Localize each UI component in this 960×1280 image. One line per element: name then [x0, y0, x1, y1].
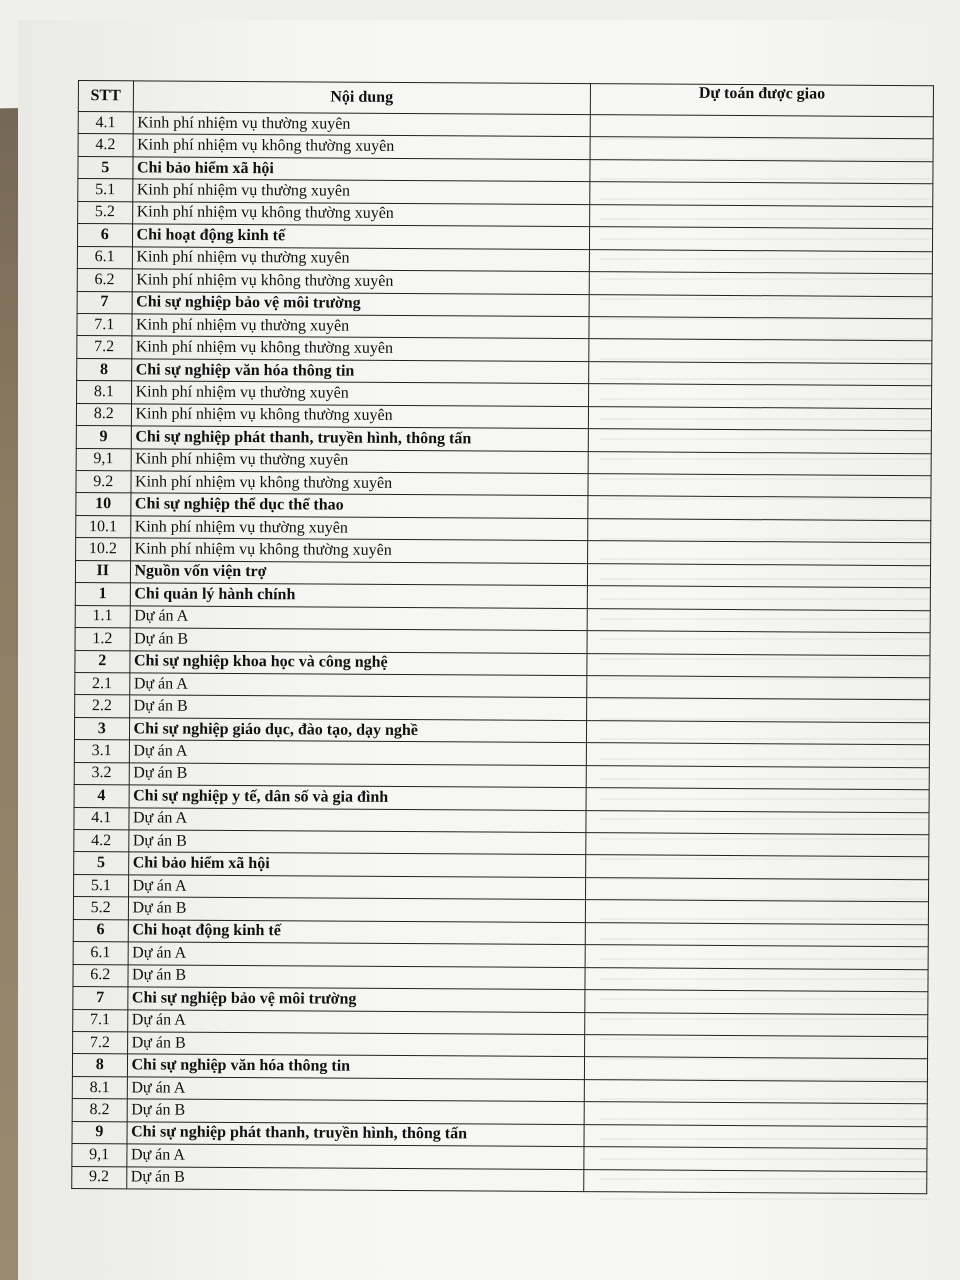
row-stt: 4.2	[74, 829, 129, 852]
row-budget-cell	[586, 877, 929, 902]
row-stt: 5	[74, 852, 129, 875]
row-budget-cell	[587, 631, 930, 656]
row-stt: 8	[72, 1054, 127, 1077]
row-budget-cell	[587, 698, 930, 723]
row-stt: 4	[74, 785, 129, 808]
row-content: Kinh phí nhiệm vụ không thường xuyên	[131, 471, 589, 496]
row-stt: 6.1	[73, 942, 128, 965]
row-content: Chi hoạt động kinh tế	[128, 920, 586, 945]
row-stt: 9.2	[72, 1166, 127, 1189]
row-budget-cell	[586, 855, 929, 880]
row-content: Chi quản lý hành chính	[130, 583, 588, 608]
row-stt: 3.2	[74, 762, 129, 785]
row-content: Chi sự nghiệp giáo dục, đào tạo, dạy nghề	[129, 718, 587, 743]
row-stt: 6	[73, 919, 128, 942]
row-stt: 5.2	[78, 201, 133, 224]
row-content: Dự án A	[130, 605, 588, 630]
row-budget-cell	[587, 653, 930, 678]
row-content: Dự án B	[129, 763, 587, 788]
row-budget-cell	[584, 1124, 927, 1149]
row-content: Kinh phí nhiệm vụ thường xuyên	[132, 246, 590, 271]
row-stt: 3	[74, 717, 129, 740]
row-content: Dự án B	[129, 695, 587, 720]
row-content: Kinh phí nhiệm vụ thường xuyên	[130, 516, 588, 541]
row-budget-cell	[588, 563, 931, 588]
row-stt: 1.1	[75, 605, 130, 628]
row-budget-cell	[585, 1012, 928, 1037]
row-stt: 8	[77, 358, 132, 381]
row-content: Kinh phí nhiệm vụ thường xuyên	[133, 112, 591, 137]
row-budget-cell	[585, 922, 928, 947]
row-stt: 3.1	[74, 740, 129, 763]
row-content: Kinh phí nhiệm vụ không thường xuyên	[130, 538, 588, 563]
row-stt: 2.2	[75, 695, 130, 718]
row-stt: 9	[72, 1121, 127, 1144]
header-stt: STT	[78, 81, 133, 112]
row-content: Chi sự nghiệp phát thanh, truyền hình, thông tấn	[131, 426, 589, 451]
row-content: Dự án A	[129, 740, 587, 765]
row-stt: 7.1	[77, 313, 132, 336]
table-row	[72, 1166, 927, 1194]
row-stt: 7	[73, 987, 128, 1010]
row-content: Chi sự nghiệp văn hóa thông tin	[127, 1054, 585, 1079]
row-content: Kinh phí nhiệm vụ không thường xuyên	[131, 404, 589, 429]
row-stt: 5.1	[78, 179, 133, 202]
table-header-row	[78, 81, 933, 117]
row-budget-cell	[586, 833, 929, 858]
row-content: Dự án B	[127, 1032, 585, 1057]
row-stt: 1.2	[75, 628, 130, 651]
row-content: Dự án B	[130, 628, 588, 653]
row-content: Chi hoạt động kinh tế	[132, 224, 590, 249]
row-budget-cell	[587, 586, 930, 611]
row-budget-cell	[585, 945, 928, 970]
row-content: Kinh phí nhiệm vụ không thường xuyên	[132, 269, 590, 294]
row-stt: 4.2	[78, 134, 133, 157]
row-budget-cell	[589, 272, 932, 297]
row-budget-cell	[589, 339, 932, 364]
row-stt: 10.1	[76, 515, 131, 538]
row-content: Dự án B	[126, 1166, 584, 1191]
row-budget-cell	[588, 518, 931, 543]
row-stt: 7.2	[73, 1031, 128, 1054]
row-content: Kinh phí nhiệm vụ thường xuyên	[131, 381, 589, 406]
row-budget-cell	[584, 1102, 927, 1127]
row-budget-cell	[590, 227, 933, 252]
row-content: Chi sự nghiệp bảo vệ môi trường	[132, 291, 590, 316]
row-budget-cell	[590, 249, 933, 274]
row-stt: 1	[75, 583, 130, 606]
row-budget-cell	[588, 541, 931, 566]
row-content: Chi sự nghiệp văn hóa thông tin	[131, 359, 589, 384]
row-content: Dự án B	[128, 897, 586, 922]
row-content: Dự án A	[127, 1009, 585, 1034]
row-budget-cell	[588, 451, 931, 476]
row-content: Chi sự nghiệp khoa học và công nghệ	[129, 650, 587, 675]
row-budget-cell	[587, 720, 930, 745]
row-content: Chi bảo hiểm xã hội	[128, 852, 586, 877]
margin-pen-marks	[24, 520, 54, 700]
row-budget-cell	[589, 406, 932, 431]
row-content: Dự án A	[128, 807, 586, 832]
row-stt: 2.1	[75, 672, 130, 695]
row-budget-cell	[584, 1169, 927, 1194]
row-content: Kinh phí nhiệm vụ thường xuyên	[132, 179, 590, 204]
row-stt: II	[75, 560, 130, 583]
row-budget-cell	[588, 474, 931, 499]
row-content: Nguồn vốn viện trợ	[130, 561, 588, 586]
row-stt: 5.1	[74, 874, 129, 897]
row-stt: 4.1	[78, 112, 133, 135]
row-content: Kinh phí nhiệm vụ không thường xuyên	[133, 134, 591, 159]
row-content: Dự án A	[128, 875, 586, 900]
row-stt: 9,1	[72, 1144, 127, 1167]
row-stt: 6.2	[77, 269, 132, 292]
row-content: Dự án B	[128, 830, 586, 855]
row-budget-cell	[585, 1057, 928, 1082]
row-stt: 6.2	[73, 964, 128, 987]
row-stt: 8.1	[72, 1076, 127, 1099]
row-stt: 5.2	[73, 897, 128, 920]
row-budget-cell	[586, 810, 929, 835]
row-budget-cell	[585, 990, 928, 1015]
row-content: Kinh phí nhiệm vụ không thường xuyên	[132, 202, 590, 227]
row-budget-cell	[586, 788, 929, 813]
row-content: Chi sự nghiệp y tế, dân số và gia đình	[129, 785, 587, 810]
row-budget-cell	[587, 608, 930, 633]
row-budget-cell	[584, 1147, 927, 1172]
budget-table	[71, 80, 934, 1194]
row-content: Dự án B	[127, 1099, 585, 1124]
row-content: Dự án A	[126, 1144, 584, 1169]
row-stt: 4.1	[74, 807, 129, 830]
row-stt: 2	[75, 650, 130, 673]
row-budget-cell	[584, 1079, 927, 1104]
table-body	[72, 112, 934, 1194]
row-budget-cell	[586, 765, 929, 790]
row-content: Dự án A	[127, 1077, 585, 1102]
row-stt: 10	[76, 493, 131, 516]
header-noi-dung: Nội dung	[133, 81, 591, 115]
row-budget-cell	[589, 361, 932, 386]
row-content: Chi bảo hiểm xã hội	[132, 157, 590, 182]
row-stt: 9,1	[76, 448, 131, 471]
row-budget-cell	[586, 743, 929, 768]
row-stt: 7.1	[73, 1009, 128, 1032]
row-budget-cell	[586, 900, 929, 925]
row-stt: 8.2	[72, 1099, 127, 1122]
row-budget-cell	[589, 317, 932, 342]
row-budget-cell	[588, 429, 931, 454]
row-budget-cell	[585, 1035, 928, 1060]
row-budget-cell	[588, 496, 931, 521]
row-content: Dự án A	[128, 942, 586, 967]
row-content: Dự án B	[127, 964, 585, 989]
row-budget-cell	[590, 182, 933, 207]
row-budget-cell	[590, 137, 933, 162]
row-budget-cell	[587, 676, 930, 701]
row-content: Dự án A	[129, 673, 587, 698]
row-content: Kinh phí nhiệm vụ thường xuyên	[131, 314, 589, 339]
row-content: Kinh phí nhiệm vụ không thường xuyên	[131, 336, 589, 361]
row-stt: 8.2	[76, 403, 131, 426]
row-stt: 9.2	[76, 470, 131, 493]
row-stt: 5	[78, 156, 133, 179]
row-stt: 7.2	[77, 336, 132, 359]
row-content: Kinh phí nhiệm vụ thường xuyên	[131, 448, 589, 473]
row-budget-cell	[585, 967, 928, 992]
row-stt: 8.1	[77, 381, 132, 404]
header-du-toan: Dự toán được giao	[590, 84, 933, 117]
row-content: Chi sự nghiệp thể dục thể thao	[130, 493, 588, 518]
row-stt: 6.1	[77, 246, 132, 269]
row-budget-cell	[589, 384, 932, 409]
row-stt: 6	[77, 224, 132, 247]
row-content: Chi sự nghiệp phát thanh, truyền hình, thông tấn	[127, 1122, 585, 1147]
row-stt: 9	[76, 426, 131, 449]
row-content: Chi sự nghiệp bảo vệ môi trường	[127, 987, 585, 1012]
row-stt: 7	[77, 291, 132, 314]
row-budget-cell	[590, 160, 933, 185]
row-stt: 10.2	[76, 538, 131, 561]
row-budget-cell	[590, 204, 933, 229]
row-budget-cell	[589, 294, 932, 319]
row-budget-cell	[590, 115, 933, 140]
